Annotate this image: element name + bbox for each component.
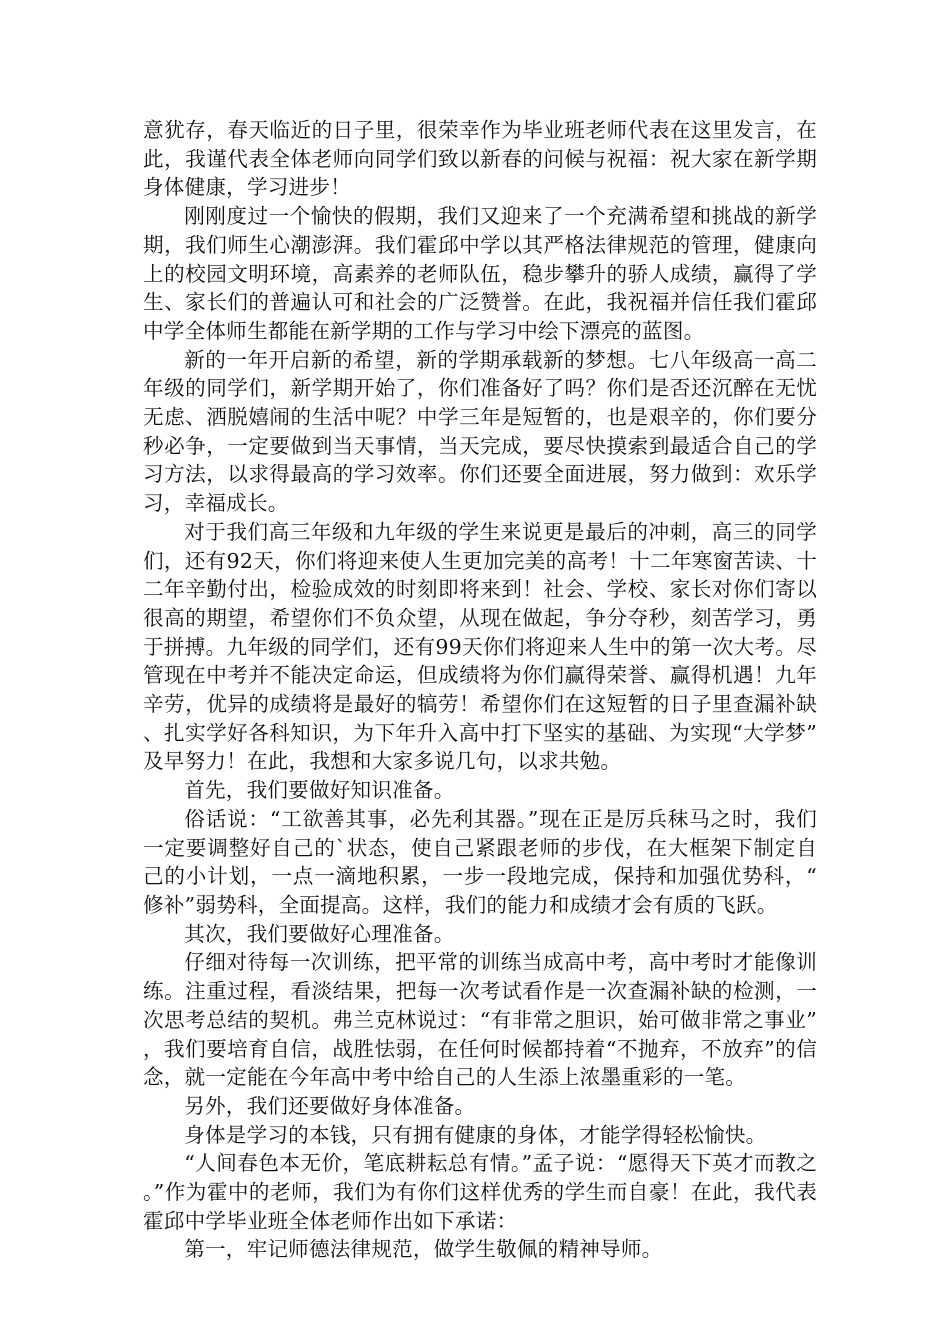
paragraph-3: 新的一年开启新的希望，新的学期承载新的梦想。七八年级高一高二年级的同学们，新学期开始了，你们准备好了吗？你们是否还沉醉在无忧无虑、洒脱嬉闹的生活中呢？中学三年是短暂的，也是艰辛的，你们要分秒必争，一定要做到当天事情，当天完成，要尽快摸索到最适合自己的学习方法，以求得最高的学习效率。你们还要全面进展，努力做到：欢乐学习，幸福成长。 <box>143 347 817 516</box>
paragraph-5: 首先，我们要做好知识准备。 <box>184 778 455 803</box>
paragraph-2: 刚刚度过一个愉快的假期，我们又迎来了一个充满希望和挑战的新学期，我们师生心潮澎湃。我们霍邱中学以其严格法律规范的管理，健康向上的校园文明环境，高素养的老师队伍，稳步攀升的骄人成绩，赢得了学生、家长们的普遍认可和社会的广泛赞誉。在此，我祝福并信任我们霍邱中学全体师生都能在新学期的工作与学习中绘下漂亮的蓝图。 <box>143 204 817 343</box>
paragraph-6: 俗话说：“工欲善其事，必先利其器。”现在正是厉兵秣马之时，我们一定要调整好自己的`状态，使自己紧跟老师的步伐，在大框架下制定自己的小计划，一点一滴地积累，一步一段地完成，保持和加强优势科，“修补”弱势科，全面提高。这样，我们的能力和成绩才会有质的飞跃。 <box>143 806 817 917</box>
paragraph-7: 其次，我们要做好心理准备。 <box>184 921 455 946</box>
paragraph-12: 第一，牢记师德法律规范，做学生敬佩的精神导师。 <box>184 1237 663 1262</box>
paragraph-11: “人间春色本无价，笔底耕耘总有情。”孟子说：“愿得天下英才而教之。”作为霍中的老师，我们为有你们这样优秀的学生而自豪！在此，我代表霍邱中学毕业班全体老师作出如下承诺： <box>143 1151 817 1233</box>
paragraph-9: 另外，我们还要做好身体准备。 <box>184 1093 476 1118</box>
paragraph-8: 仔细对待每一次训练，把平常的训练当成高中考，高中考时才能像训练。注重过程，看淡结果，把每一次考试看作是一次查漏补缺的检测，一次思考总结的契机。弗兰克林说过：“有非常之胆识，始可做非常之事业”，我们要培育自信，战胜怯弱，在任何时候都持着“不抛弃，不放弃”的信念，就一定能在今年高中考中给自己的人生添上浓墨重彩的一笔。 <box>143 950 817 1090</box>
paragraph-1: 意犹存，春天临近的日子里，很荣幸作为毕业班老师代表在这里发言，在此，我谨代表全体老师向同学们致以新春的问候与祝福：祝大家在新学期身体健康，学习进步！ <box>143 118 817 200</box>
paragraph-4: 对于我们高三年级和九年级的学生来说更是最后的冲刺，高三的同学们，还有92天，你们将迎来使人生更加完美的高考！十二年寒窗苦读、十二年辛勤付出，检验成效的时刻即将来到！社会、学校、家长对你们寄以很高的期望，希望你们不负众望，从现在做起，争分夺秒，刻苦学习，勇于拼搏。九年级的同学们，还有99天你们将迎来人生中的第一次大考。尽管现在中考并不能决定命运，但成绩将为你们赢得荣誉、赢得机遇！九年辛劳，优异的成绩将是最好的犒劳！希望你们在这短暂的日子里查漏补缺、扎实学好各科知识，为下年升入高中打下坚实的基础、为实现“大学梦”及早努力！在此，我想和大家多说几句，以求共勉。 <box>143 519 817 774</box>
document-body <box>143 116 817 1264</box>
paragraph-10: 身体是学习的本钱，只有拥有健康的身体，才能学得轻松愉快。 <box>184 1122 767 1147</box>
